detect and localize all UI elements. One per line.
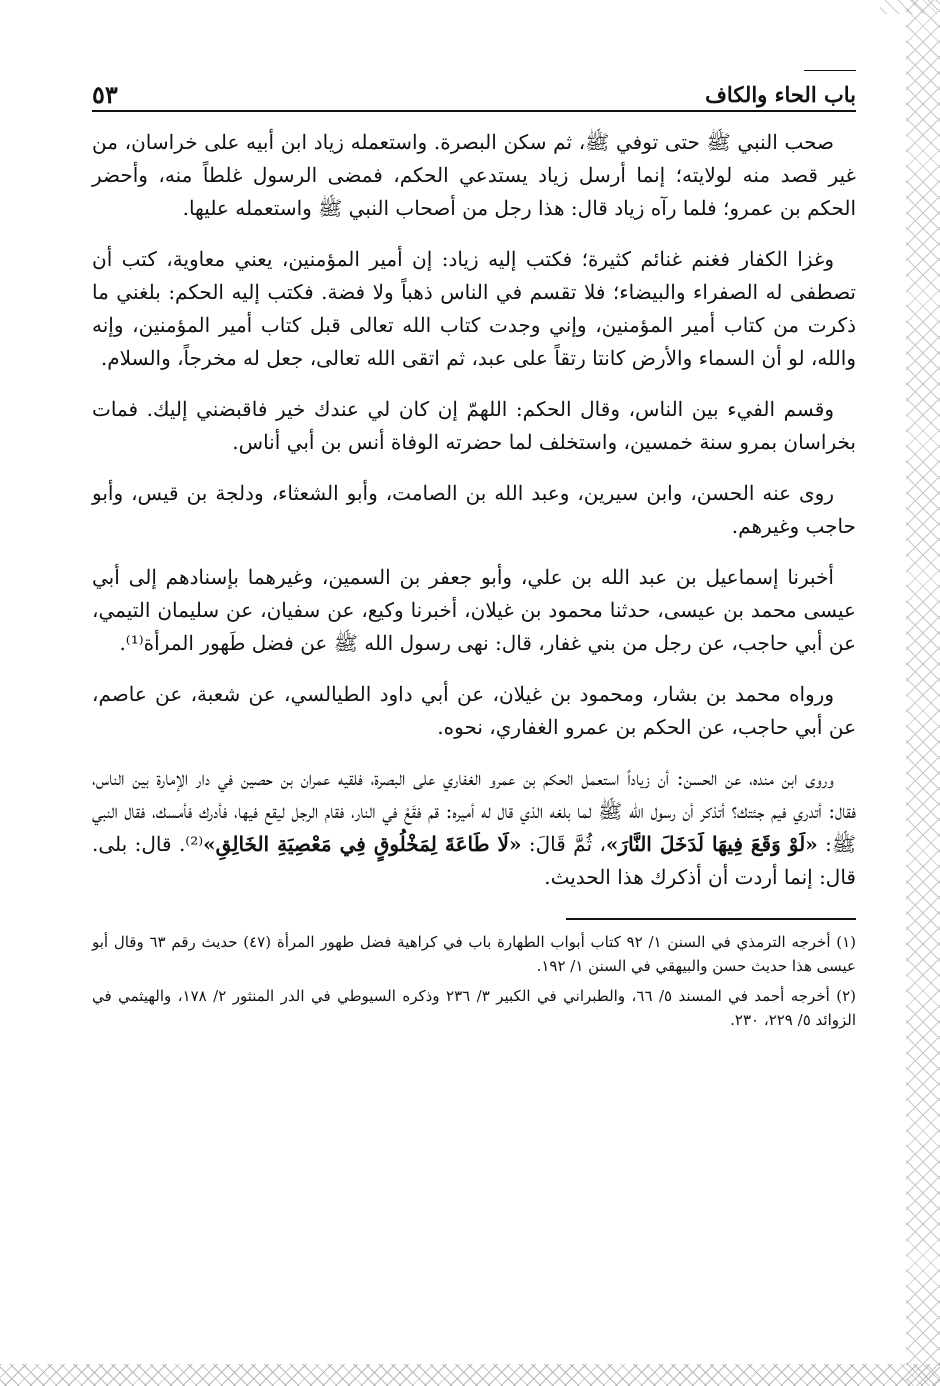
book-page [92,70,856,1038]
paragraph: روى عنه الحسن، وابن سيرين، وعبد الله بن الصامت، وأبو الشعثاء، ودلجة بن قيس، وأبو حاجب وغيرهم. [92,481,856,538]
footnote: (٢) أخرجه أحمد في المسند ٥/ ٦٦، والطبراني في الكبير ٣/ ٢٣٦ وذكره السيوطي في الدر المنثور ٢/ ١٧٨، والهيثمي في الزوائد ٥/ ٢٢٩، ٢٣٠. [92,987,857,1029]
paragraph-with-hadith [92,762,856,894]
footnote: (١) أخرجه الترمذي في السنن ١/ ٩٢ كتاب أبواب الطهارة باب في كراهية فضل طهور المرأة (٤٧) حديث رقم ٦٣ وقال أبو عيسى هذا حديث حسن والبيهقي في السنن ١/ ١٩٢. [92,933,856,975]
main-text [92,126,856,894]
paragraph-text: ، ثُمَّ قَالَ: [521,832,606,856]
paragraph: أخبرنا إسماعيل بن عبد الله بن علي، وأبو جعفر بن السمين، وغيرهما بإسنادهم إلى أبي عيسى محمد بن عيسى، حدثنا محمود بن غيلان، أخبرنا وكيع، عن سفيان، عن سليمان التيمي، عن أبي حاجب، عن رجل من بني غفار، قال: نهى رسول الله ﷺ عن فضل طَهور المرأة⁽¹⁾. [92,565,856,655]
paragraph: صحب النبي ﷺ حتى توفي ﷺ، ثم سكن البصرة. واستعمله زياد ابن أبيه على خراسان، من غير قصد منه لولايته؛ إنما أرسل زياد يستدعي الحكم، فمضى الرسول غلطاً منه، وأحضر الحكم بن عمرو؛ فلما رآه زياد قال: هذا رجل من أصحاب النبي ﷺ واستعمله عليها. [92,130,856,220]
footnote-separator [566,918,856,920]
hadith-quote: «لَا طَاعَةَ لِمَخْلُوقٍ فِي مَعْصِيَةِ الخَالِقِ» [203,832,522,856]
running-header [92,70,856,112]
footnotes [92,918,856,1032]
header-top-rule [804,70,856,71]
page-number: ٥٣ [92,80,118,109]
paragraph-text: ⁽²⁾. قال: بلى. قال: إنما أردت أن أذكرك هذا الحديث. [92,832,856,889]
hadith-quote: «لَوْ وَقَعَ فِيهَا لَدَخَلَ النَّارَ» [605,832,818,856]
page-border-right-ornament [906,0,940,1386]
chapter-title: باب الحاء والكاف [705,82,856,107]
page-border-bottom-ornament [0,1364,940,1386]
paragraph: ورواه محمد بن بشار، ومحمود بن غيلان، عن أبي داود الطيالسي، عن شعبة، عن عاصم، عن أبي حاجب، عن الحكم بن عمرو الغفاري، نحوه. [92,682,856,739]
paragraph: وغزا الكفار فغنم غنائم كثيرة؛ فكتب إليه زياد: إن أمير المؤمنين، يعني معاوية، كتب أن تصطفى له الصفراء والبيضاء؛ فلا تقسم في الناس ذهباً ولا فضة. فكتب إليه الحكم: بلغني ما ذكرت من كتاب أمير المؤمنين، وإني وجدت كتاب الله تعالى قبل كتاب أمير المؤمنين، وإنه والله، لو أن السماء والأرض كانتا رتقاً على عبد، ثم اتقى الله تعالى، جعل له مخرجاً، والسلام. [92,247,856,370]
paragraph: وقسم الفيء بين الناس، وقال الحكم: اللهمّ إن كان لي عندك خير فاقبضني إليك. فمات بخراسان بمرو سنة خمسين، واستخلف لما حضرته الوفاة أنس بن أبي أناس. [92,397,856,454]
paragraph-text: وروى ابن منده، عن الحسن: أن زياداً استعمل الحكم بن عمرو الغفاري على البصرة، فلقيه عمران بن حصين في دار الإمارة بين الناس، فقال: أتدري فيم جئتك؟ أتذكر أن رسول الله ﷺ لما بلغه الذي قال له أميره: قم فقَعْ في النار، فقام الرجل ليقع فيها، فأدرك فأمسك، فقال النبي ﷺ: [92,766,857,856]
